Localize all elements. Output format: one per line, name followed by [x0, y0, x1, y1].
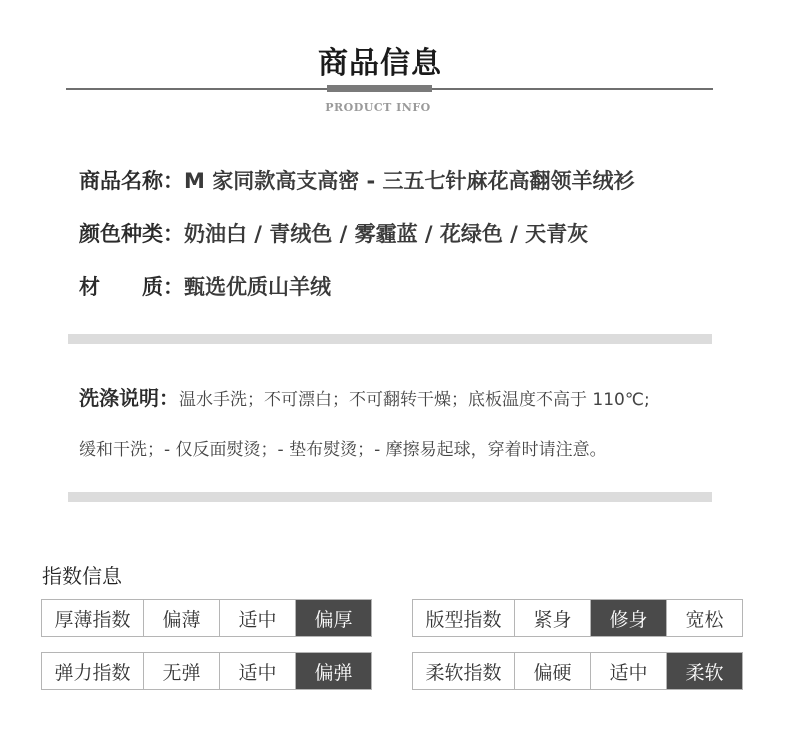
thickness-index-label: 厚薄指数: [54, 608, 131, 631]
softness-index-table: [412, 652, 743, 690]
fit-index-label: 版型指数: [425, 608, 502, 631]
section-divider-1: [68, 334, 712, 344]
elasticity-index-label: 弹力指数: [54, 661, 131, 684]
page-title: 商品信息: [318, 46, 442, 81]
product-name-label: 商品名称：: [79, 169, 184, 193]
page-subtitle: PRODUCT INFO: [325, 101, 431, 114]
elasticity-index-table: [41, 652, 372, 690]
product-color-value: 奶油白 / 青绒色 / 雾霾蓝 / 花绿色 / 天青灰: [184, 222, 589, 246]
product-material-label: 材 质：: [79, 275, 184, 299]
title-divider-accent: [327, 85, 432, 92]
washing-line-1: [79, 382, 650, 411]
index-section-title: 指数信息: [42, 564, 122, 588]
softness-index-label: 柔软指数: [425, 661, 502, 684]
washing-label: 洗涤说明：: [79, 386, 179, 410]
product-color-label: 颜色种类：: [79, 222, 184, 246]
softness-option-soft-selected[interactable]: 柔软: [666, 653, 742, 689]
washing-line-2: [79, 435, 607, 460]
product-name-value: M 家同款高支高密 - 三五七针麻花高翻领羊绒衫: [184, 169, 635, 193]
fit-option-slim-selected[interactable]: 修身: [590, 600, 666, 636]
product-material-value: 甄选优质山羊绒: [184, 275, 331, 299]
product-color-row: [79, 218, 588, 248]
washing-text-1: 温水手洗；不可漂白；不可翻转干燥；底板温度不高于 110℃;: [179, 390, 650, 410]
product-material-row: [79, 271, 331, 301]
elasticity-option-medium[interactable]: 适中: [219, 653, 295, 689]
softness-option-medium[interactable]: 适中: [590, 653, 666, 689]
product-name-row: [79, 165, 635, 195]
washing-text-2: 缓和干洗；- 仅反面熨烫；- 垫布熨烫；- 摩擦易起球，穿着时请注意。: [79, 440, 607, 460]
section-divider-2: [68, 492, 712, 502]
softness-option-hard[interactable]: 偏硬: [514, 653, 590, 689]
thickness-option-thick-selected[interactable]: 偏厚: [295, 600, 371, 636]
fit-option-tight[interactable]: 紧身: [514, 600, 590, 636]
elasticity-option-stretchy-selected[interactable]: 偏弹: [295, 653, 371, 689]
elasticity-option-none[interactable]: 无弹: [143, 653, 219, 689]
thickness-index-table: [41, 599, 372, 637]
thickness-option-medium[interactable]: 适中: [219, 600, 295, 636]
fit-index-table: [412, 599, 743, 637]
fit-option-loose[interactable]: 宽松: [666, 600, 742, 636]
thickness-option-thin[interactable]: 偏薄: [143, 600, 219, 636]
